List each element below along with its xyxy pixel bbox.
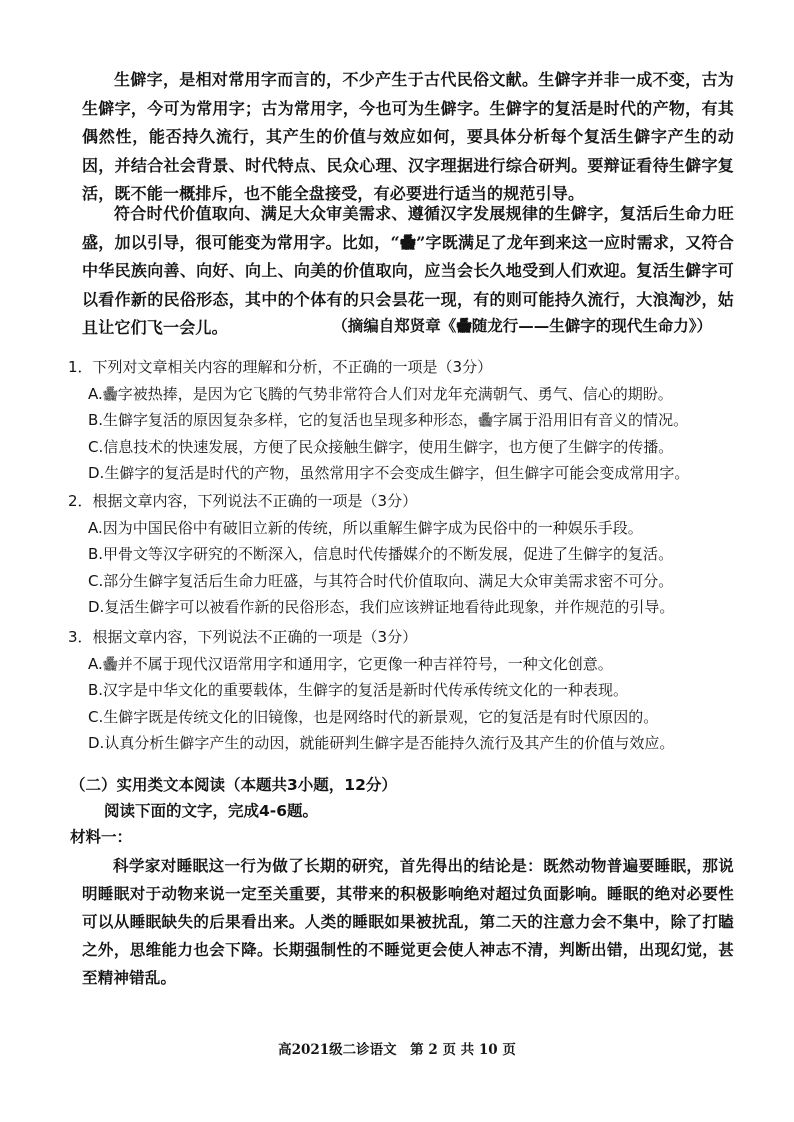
question-stem: 2．根据文章内容，下列说法不正确的一项是（3分） (68, 492, 418, 510)
question-3 (68, 624, 748, 757)
question-1 (68, 354, 748, 487)
question-option-c: C.信息技术的快速发展，方便了民众接触生僻字，使用生僻字，也方便了生僻字的传播。 (88, 437, 674, 456)
passage-paragraph-2: 符合时代价值取向、满足大众审美需求、遵循汉字发展规律的生僻字，复活后生命力旺盛，加以引导，很可能变为常用字。比如，“𱁬”字既满足了龙年到来这一应时需求，又符合中华民族向善、向好、向上、向美的价值取向，应当会长久地受到人们欢迎。复活生僻字可以看作新的民俗形态，其中的个体有的只会昙花一现，有的则可能持久流行，大浪淘沙，姑且让它们飞一会儿。 (82, 204, 734, 337)
page-footer: 高2021级二诊语文 第 2 页 共 10 页 (278, 1042, 516, 1058)
question-option-d: D.认真分析生僻字产生的动因，就能研判生僻字是否能持久流行及其产生的价值与效应。 (88, 734, 675, 752)
material-label: 材料一： (70, 828, 133, 846)
question-option-c: C.部分生僻字复活后生命力旺盛，与其符合时代价值取向、满足大众审美需求密不可分。 (88, 571, 674, 590)
question-option-a: A.𱁬并不属于现代汉语常用字和通用字，它更像一种吉祥符号，一种文化创意。 (88, 654, 613, 673)
question-option-d: D.生僻字的复活是时代的产物，虽然常用字不会变成生僻字，但生僻字可能会变成常用字。 (88, 464, 690, 482)
question-option-a: A.𱁬字被热捧，是因为它飞腾的气势非常符合人们对龙年充满朝气、勇气、信心的期盼。 (88, 384, 673, 403)
question-option-c: C.生僻字既是传统文化的旧镜像，也是网络时代的新景观，它的复活是有时代原因的。 (88, 707, 659, 726)
question-option-b: B.生僻字复活的原因复杂多样，它的复活也呈现多种形态，𱁬字属于沿用旧有音义的情况。 (88, 411, 689, 429)
question-option-a: A.因为中国民俗中有破旧立新的传统，所以重解生僻字成为民俗中的一种娱乐手段。 (88, 518, 643, 537)
material-paragraph: 科学家对睡眠这一行为做了长期的研究，首先得出的结论是：既然动物普遍要睡眠，那说明睡眠对于动物来说一定至关重要，其带来的积极影响绝对超过负面影响。睡眠的绝对必要性可以从睡眠缺失的后果看出来。人类的睡眠如果被扰乱，第二天的注意力会不集中，除了打瞌之外，思维能力也会下降。长期强制性的不睡觉更会使人神志不清，判断出错，出现幻觉，甚至精神错乱。 (82, 856, 734, 987)
passage-source: （摘编自郑贤章《𱁬随龙行——生僻字的现代生命力》） (332, 317, 712, 335)
question-option-b: B.汉字是中华文化的重要载体，生僻字的复活是新时代传承传统文化的一种表现。 (88, 681, 629, 699)
question-stem: 3．根据文章内容，下列说法不正确的一项是（3分） (68, 628, 418, 646)
question-stem: 1．下列对文章相关内容的理解和分析，不正确的一项是（3分） (68, 358, 493, 376)
section-instruction: 阅读下面的文字，完成4-6题。 (104, 802, 319, 820)
question-option-d: D.复活生僻字可以被看作新的民俗形态，我们应该辨证地看待此现象，并作规范的引导。 (88, 598, 675, 616)
passage-paragraph-1: 生僻字，是相对常用字而言的，不少产生于古代民俗文献。生僻字并非一成不变，古为生僻字，今可为常用字；古为常用字，今也可为生僻字。生僻字的复活是时代的产物，有其偶然性，能否持久流行，其产生的价值与效应如何，要具体分析每个复活生僻字产生的动因，并结合社会背景、时代特点、民众心理、汉字理据进行综合研判。要辩证看待生僻字复活，既不能一概排斥，也不能全盘接受，有必要进行适当的规范引导。 (82, 70, 734, 203)
question-2 (68, 488, 748, 621)
question-option-b: B.甲骨文等汉字研究的不断深入，信息时代传播媒介的不断发展，促进了生僻字的复活。 (88, 545, 674, 563)
section-heading: （二）实用类文本阅读（本题共3小题，12分） (70, 776, 397, 794)
